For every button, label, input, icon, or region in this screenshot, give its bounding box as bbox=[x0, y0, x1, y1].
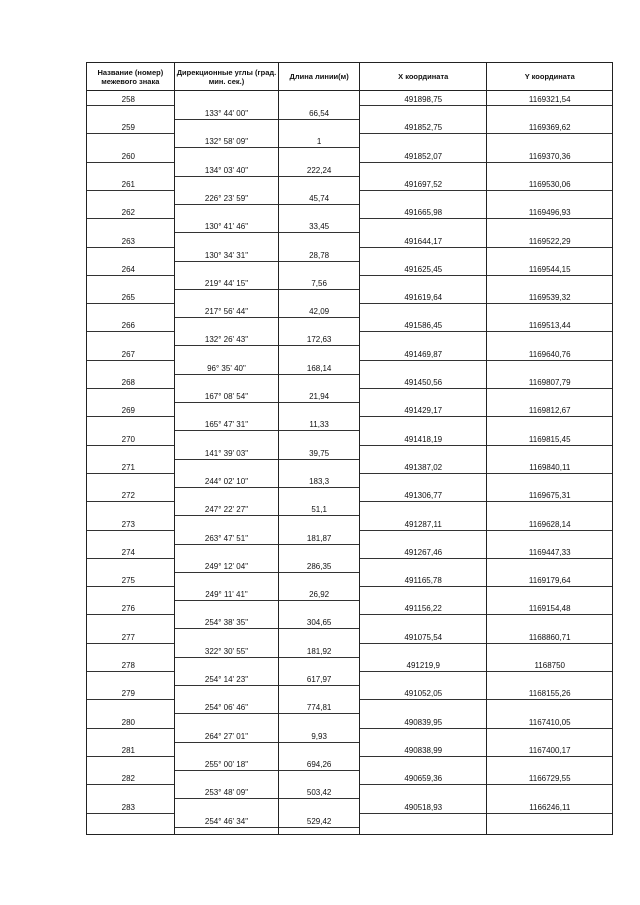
mark-number: 270 bbox=[121, 434, 136, 444]
x-coordinate: 491852,75 bbox=[404, 123, 443, 133]
row-underline bbox=[87, 275, 174, 276]
row-underline bbox=[87, 530, 174, 531]
column-mark bbox=[87, 91, 175, 834]
row-underline bbox=[279, 713, 359, 714]
mark-number: 263 bbox=[121, 236, 136, 246]
x-coordinate: 491165,78 bbox=[404, 576, 442, 586]
row-underline bbox=[360, 275, 487, 276]
direction-angle: 253° 48' 09" bbox=[204, 788, 249, 798]
direction-angle: 96° 35' 40" bbox=[207, 363, 246, 373]
row-underline bbox=[279, 544, 359, 545]
line-length: 11,33 bbox=[309, 420, 329, 430]
direction-angle: 132° 58' 09" bbox=[204, 137, 249, 147]
y-coordinate: 1168860,71 bbox=[528, 632, 571, 642]
row-underline bbox=[87, 190, 174, 191]
mark-number: 280 bbox=[121, 717, 136, 727]
x-coordinate: 491619,64 bbox=[404, 293, 443, 303]
mark-number: 271 bbox=[121, 462, 136, 472]
row-underline bbox=[279, 147, 359, 148]
row-underline bbox=[87, 388, 174, 389]
row-underline bbox=[175, 798, 279, 799]
direction-angle: 132° 26' 43" bbox=[204, 335, 249, 345]
row-underline bbox=[175, 685, 279, 686]
row-underline bbox=[279, 119, 359, 120]
row-underline bbox=[279, 628, 359, 629]
x-coordinate: 491697,52 bbox=[404, 179, 443, 189]
x-coordinate: 491450,56 bbox=[404, 378, 443, 387]
row-underline bbox=[360, 162, 487, 163]
row-underline bbox=[487, 813, 612, 814]
y-coordinate: 1167400,17 bbox=[528, 745, 571, 755]
row-underline bbox=[175, 345, 279, 346]
row-underline bbox=[279, 459, 359, 460]
row-underline bbox=[175, 289, 279, 290]
y-coordinate: 1169675,31 bbox=[528, 491, 571, 501]
row-underline bbox=[360, 530, 487, 531]
row-underline bbox=[87, 360, 174, 361]
mark-number: 276 bbox=[121, 604, 136, 614]
row-underline bbox=[87, 784, 174, 785]
row-underline bbox=[360, 303, 487, 304]
x-coordinate: 491287,11 bbox=[404, 519, 442, 529]
row-underline bbox=[87, 643, 174, 644]
x-coordinate: 491586,45 bbox=[404, 321, 443, 331]
row-underline bbox=[87, 756, 174, 757]
direction-angle: 244° 02' 10" bbox=[204, 476, 249, 486]
direction-angle: 141° 39' 03" bbox=[204, 448, 249, 458]
row-underline bbox=[360, 813, 487, 814]
row-underline bbox=[360, 416, 487, 417]
y-coordinate: 1169447,33 bbox=[528, 547, 571, 557]
line-length: 774,81 bbox=[306, 703, 332, 713]
x-coordinate: 491469,87 bbox=[404, 349, 443, 359]
row-underline bbox=[175, 713, 279, 714]
row-underline bbox=[175, 261, 279, 262]
y-coordinate: 1169179,64 bbox=[528, 576, 571, 586]
line-length: 1 bbox=[316, 137, 322, 147]
row-underline bbox=[279, 232, 359, 233]
row-underline bbox=[360, 699, 487, 700]
row-underline bbox=[360, 331, 487, 332]
y-coordinate: 1168750 bbox=[534, 661, 566, 670]
x-coordinate: 491625,45 bbox=[404, 264, 443, 274]
x-coordinate: 491429,17 bbox=[404, 406, 443, 416]
line-length: 286,35 bbox=[306, 561, 332, 571]
y-coordinate: 1169154,48 bbox=[528, 604, 571, 614]
row-underline bbox=[487, 360, 612, 361]
row-underline bbox=[360, 671, 487, 672]
row-underline bbox=[279, 430, 359, 431]
row-underline bbox=[360, 728, 487, 729]
row-underline bbox=[487, 275, 612, 276]
y-coordinate: 1169812,67 bbox=[528, 406, 571, 416]
row-underline bbox=[487, 331, 612, 332]
line-length: 28,78 bbox=[309, 250, 330, 260]
row-underline bbox=[279, 204, 359, 205]
mark-number: 283 bbox=[121, 802, 136, 812]
row-underline bbox=[87, 558, 174, 559]
row-underline bbox=[279, 261, 359, 262]
row-underline bbox=[279, 345, 359, 346]
row-underline bbox=[175, 430, 279, 431]
line-length: 172,63 bbox=[306, 335, 332, 345]
row-underline bbox=[487, 388, 612, 389]
row-underline bbox=[175, 827, 279, 828]
mark-number: 281 bbox=[121, 745, 136, 755]
line-length: 183,3 bbox=[309, 476, 330, 486]
row-underline bbox=[360, 643, 487, 644]
row-underline bbox=[279, 317, 359, 318]
row-underline bbox=[487, 445, 612, 446]
y-coordinate: 1169544,15 bbox=[528, 264, 571, 274]
x-coordinate: 491306,77 bbox=[404, 491, 443, 501]
row-underline bbox=[487, 247, 612, 248]
row-underline bbox=[360, 586, 487, 587]
mark-number: 278 bbox=[121, 661, 136, 670]
x-coordinate: 491644,17 bbox=[404, 236, 443, 246]
row-underline bbox=[87, 247, 174, 248]
mark-number: 274 bbox=[121, 547, 136, 557]
x-coordinate: 490659,36 bbox=[404, 774, 443, 784]
row-underline bbox=[87, 218, 174, 219]
x-coordinate: 490839,95 bbox=[404, 717, 443, 727]
row-underline bbox=[279, 487, 359, 488]
row-underline bbox=[87, 162, 174, 163]
direction-angle: 264° 27' 01" bbox=[204, 731, 249, 741]
column-angles bbox=[175, 91, 280, 834]
row-underline bbox=[360, 756, 487, 757]
direction-angle: 134° 03' 40" bbox=[204, 165, 249, 175]
row-underline bbox=[487, 105, 612, 106]
mark-number: 261 bbox=[121, 179, 136, 189]
row-underline bbox=[175, 487, 279, 488]
row-underline bbox=[360, 360, 487, 361]
direction-angle: 249° 11' 41" bbox=[205, 590, 248, 600]
row-underline bbox=[175, 742, 279, 743]
row-underline bbox=[87, 501, 174, 502]
row-underline bbox=[87, 671, 174, 672]
row-underline bbox=[279, 289, 359, 290]
x-coordinate: 491156,22 bbox=[404, 604, 442, 614]
row-underline bbox=[360, 105, 487, 106]
direction-angle: 165° 47' 31" bbox=[204, 420, 249, 430]
row-underline bbox=[279, 374, 359, 375]
y-coordinate: 1167410,05 bbox=[528, 717, 571, 727]
direction-angle: 217° 56' 44" bbox=[204, 307, 249, 317]
direction-angle: 133° 44' 00" bbox=[204, 109, 249, 118]
row-underline bbox=[87, 728, 174, 729]
row-underline bbox=[87, 614, 174, 615]
x-coordinate: 491418,19 bbox=[404, 434, 443, 444]
line-length: 42,09 bbox=[309, 307, 330, 317]
mark-number: 272 bbox=[121, 491, 136, 501]
y-coordinate: 1169530,06 bbox=[528, 179, 571, 189]
y-coordinate: 1166246,11 bbox=[529, 802, 571, 812]
row-underline bbox=[360, 247, 487, 248]
direction-angle: 254° 14' 23" bbox=[204, 675, 249, 684]
row-underline bbox=[175, 544, 279, 545]
mark-number: 262 bbox=[121, 208, 136, 218]
row-underline bbox=[487, 501, 612, 502]
row-underline bbox=[360, 445, 487, 446]
row-underline bbox=[175, 515, 279, 516]
row-underline bbox=[175, 770, 279, 771]
row-underline bbox=[360, 614, 487, 615]
row-underline bbox=[87, 473, 174, 474]
direction-angle: 322° 30' 55" bbox=[204, 646, 249, 656]
row-underline bbox=[87, 813, 174, 814]
x-coordinate: 491267,46 bbox=[404, 547, 443, 557]
y-coordinate: 1169815,45 bbox=[528, 434, 571, 444]
row-underline bbox=[279, 515, 359, 516]
row-underline bbox=[487, 218, 612, 219]
row-underline bbox=[487, 643, 612, 644]
row-underline bbox=[87, 416, 174, 417]
row-underline bbox=[87, 105, 174, 106]
header-y: Y координата bbox=[524, 72, 575, 81]
mark-number: 273 bbox=[121, 519, 136, 529]
row-underline bbox=[360, 133, 487, 134]
row-underline bbox=[360, 501, 487, 502]
x-coordinate: 490518,93 bbox=[404, 802, 443, 812]
row-underline bbox=[360, 218, 487, 219]
mark-number: 258 bbox=[121, 95, 136, 104]
y-coordinate: 1166729,55 bbox=[528, 774, 571, 784]
row-underline bbox=[279, 827, 359, 828]
x-coordinate: 491387,02 bbox=[404, 462, 443, 472]
boundary-coordinates-table bbox=[86, 62, 613, 835]
row-underline bbox=[175, 232, 279, 233]
line-length: 694,26 bbox=[306, 759, 332, 769]
x-coordinate: 490838,99 bbox=[404, 745, 443, 755]
row-underline bbox=[487, 671, 612, 672]
row-underline bbox=[175, 204, 279, 205]
row-underline bbox=[487, 162, 612, 163]
row-underline bbox=[175, 572, 279, 573]
y-coordinate: 1169321,54 bbox=[528, 95, 571, 104]
line-length: 26,92 bbox=[309, 590, 330, 600]
header-x: Х координата bbox=[360, 63, 488, 90]
row-underline bbox=[175, 147, 279, 148]
y-coordinate: 1169628,14 bbox=[528, 519, 571, 529]
line-length: 503,42 bbox=[306, 788, 332, 798]
line-length: 9,93 bbox=[311, 731, 327, 741]
mark-number: 279 bbox=[121, 689, 136, 699]
row-underline bbox=[487, 303, 612, 304]
y-coordinate: 1169640,76 bbox=[528, 349, 571, 359]
direction-angle: 263° 47' 51" bbox=[204, 533, 249, 543]
mark-number: 260 bbox=[121, 151, 136, 161]
row-underline bbox=[487, 728, 612, 729]
header-angles: Дирекционные углы (град. мин. сек.) bbox=[175, 63, 280, 90]
x-coordinate: 491898,75 bbox=[404, 95, 443, 104]
direction-angle: 254° 06' 46" bbox=[204, 703, 249, 713]
row-underline bbox=[360, 190, 487, 191]
line-length: 181,92 bbox=[306, 646, 332, 656]
row-underline bbox=[487, 530, 612, 531]
mark-number: 264 bbox=[121, 264, 136, 274]
header-mark: Название (номер) межевого знака bbox=[87, 63, 175, 90]
row-underline bbox=[279, 572, 359, 573]
row-underline bbox=[175, 628, 279, 629]
row-underline bbox=[87, 331, 174, 332]
mark-number: 267 bbox=[121, 349, 136, 359]
row-underline bbox=[87, 445, 174, 446]
row-underline bbox=[87, 699, 174, 700]
row-underline bbox=[279, 600, 359, 601]
direction-angle: 130° 41' 46" bbox=[204, 222, 249, 232]
row-underline bbox=[487, 699, 612, 700]
y-coordinate: 1169539,32 bbox=[528, 293, 571, 303]
direction-angle: 255° 00' 18" bbox=[204, 759, 249, 769]
y-coordinate: 1169522,29 bbox=[528, 236, 571, 246]
y-coordinate: 1168155,26 bbox=[528, 689, 571, 699]
row-underline bbox=[487, 416, 612, 417]
y-coordinate: 1169496,93 bbox=[528, 208, 571, 218]
line-length: 39,75 bbox=[309, 448, 330, 458]
direction-angle: 167° 08' 54" bbox=[204, 392, 249, 401]
row-underline bbox=[279, 770, 359, 771]
mark-number: 259 bbox=[121, 123, 136, 133]
line-length: 181,87 bbox=[306, 533, 332, 543]
row-underline bbox=[360, 558, 487, 559]
y-coordinate: 1169807,79 bbox=[528, 378, 571, 387]
row-underline bbox=[360, 388, 487, 389]
direction-angle: 247° 22' 27" bbox=[204, 505, 249, 515]
row-underline bbox=[279, 685, 359, 686]
line-length: 529,42 bbox=[306, 816, 332, 826]
row-underline bbox=[487, 784, 612, 785]
row-underline bbox=[360, 473, 487, 474]
x-coordinate: 491219,9 bbox=[406, 661, 440, 670]
mark-number: 269 bbox=[121, 406, 136, 416]
row-underline bbox=[279, 798, 359, 799]
x-coordinate: 491852,07 bbox=[404, 151, 443, 161]
row-underline bbox=[175, 600, 279, 601]
table-header bbox=[87, 63, 612, 91]
line-length: 304,65 bbox=[306, 618, 332, 628]
row-underline bbox=[487, 756, 612, 757]
line-length: 222,24 bbox=[306, 165, 332, 175]
mark-number: 275 bbox=[121, 576, 136, 586]
row-underline bbox=[487, 133, 612, 134]
direction-angle: 130° 34' 31" bbox=[204, 250, 249, 260]
column-length bbox=[279, 91, 360, 834]
mark-number: 268 bbox=[121, 378, 136, 387]
mark-number: 282 bbox=[121, 774, 136, 784]
row-underline bbox=[175, 317, 279, 318]
row-underline bbox=[279, 402, 359, 403]
line-length: 66,54 bbox=[309, 109, 330, 118]
row-underline bbox=[279, 742, 359, 743]
x-coordinate: 491075,54 bbox=[404, 632, 443, 642]
x-coordinate: 491665,98 bbox=[404, 208, 443, 218]
row-underline bbox=[175, 176, 279, 177]
line-length: 21,94 bbox=[309, 392, 330, 401]
row-underline bbox=[487, 473, 612, 474]
line-length: 7,56 bbox=[311, 278, 327, 288]
row-underline bbox=[487, 614, 612, 615]
direction-angle: 254° 38' 35" bbox=[204, 618, 249, 628]
row-underline bbox=[487, 190, 612, 191]
row-underline bbox=[87, 586, 174, 587]
y-coordinate: 1169513,44 bbox=[528, 321, 571, 331]
y-coordinate: 1169840,11 bbox=[529, 462, 571, 472]
line-length: 617,97 bbox=[306, 675, 332, 684]
line-length: 45,74 bbox=[309, 193, 330, 203]
column-y bbox=[487, 91, 612, 834]
line-length: 168,14 bbox=[306, 363, 332, 373]
header-length: Длина линии(м) bbox=[279, 63, 360, 90]
row-underline bbox=[87, 133, 174, 134]
row-underline bbox=[175, 459, 279, 460]
row-underline bbox=[175, 374, 279, 375]
direction-angle: 254° 46' 34" bbox=[204, 816, 249, 826]
y-coordinate: 1169370,36 bbox=[528, 151, 571, 161]
line-length: 51,1 bbox=[311, 505, 327, 515]
row-underline bbox=[487, 586, 612, 587]
mark-number: 265 bbox=[121, 293, 136, 303]
row-underline bbox=[87, 303, 174, 304]
row-underline bbox=[175, 119, 279, 120]
mark-number: 277 bbox=[121, 632, 136, 642]
line-length: 33,45 bbox=[309, 222, 330, 232]
row-underline bbox=[360, 784, 487, 785]
y-coordinate: 1169369,62 bbox=[528, 123, 571, 133]
row-underline bbox=[487, 558, 612, 559]
direction-angle: 249° 12' 04" bbox=[204, 561, 249, 571]
direction-angle: 219° 44' 15" bbox=[204, 278, 249, 288]
mark-number: 266 bbox=[121, 321, 136, 331]
row-underline bbox=[279, 176, 359, 177]
table-body bbox=[87, 91, 612, 834]
row-underline bbox=[175, 402, 279, 403]
row-underline bbox=[279, 657, 359, 658]
x-coordinate: 491052,05 bbox=[404, 689, 443, 699]
column-x bbox=[360, 91, 488, 834]
row-underline bbox=[175, 657, 279, 658]
direction-angle: 226° 23' 59" bbox=[204, 193, 249, 203]
